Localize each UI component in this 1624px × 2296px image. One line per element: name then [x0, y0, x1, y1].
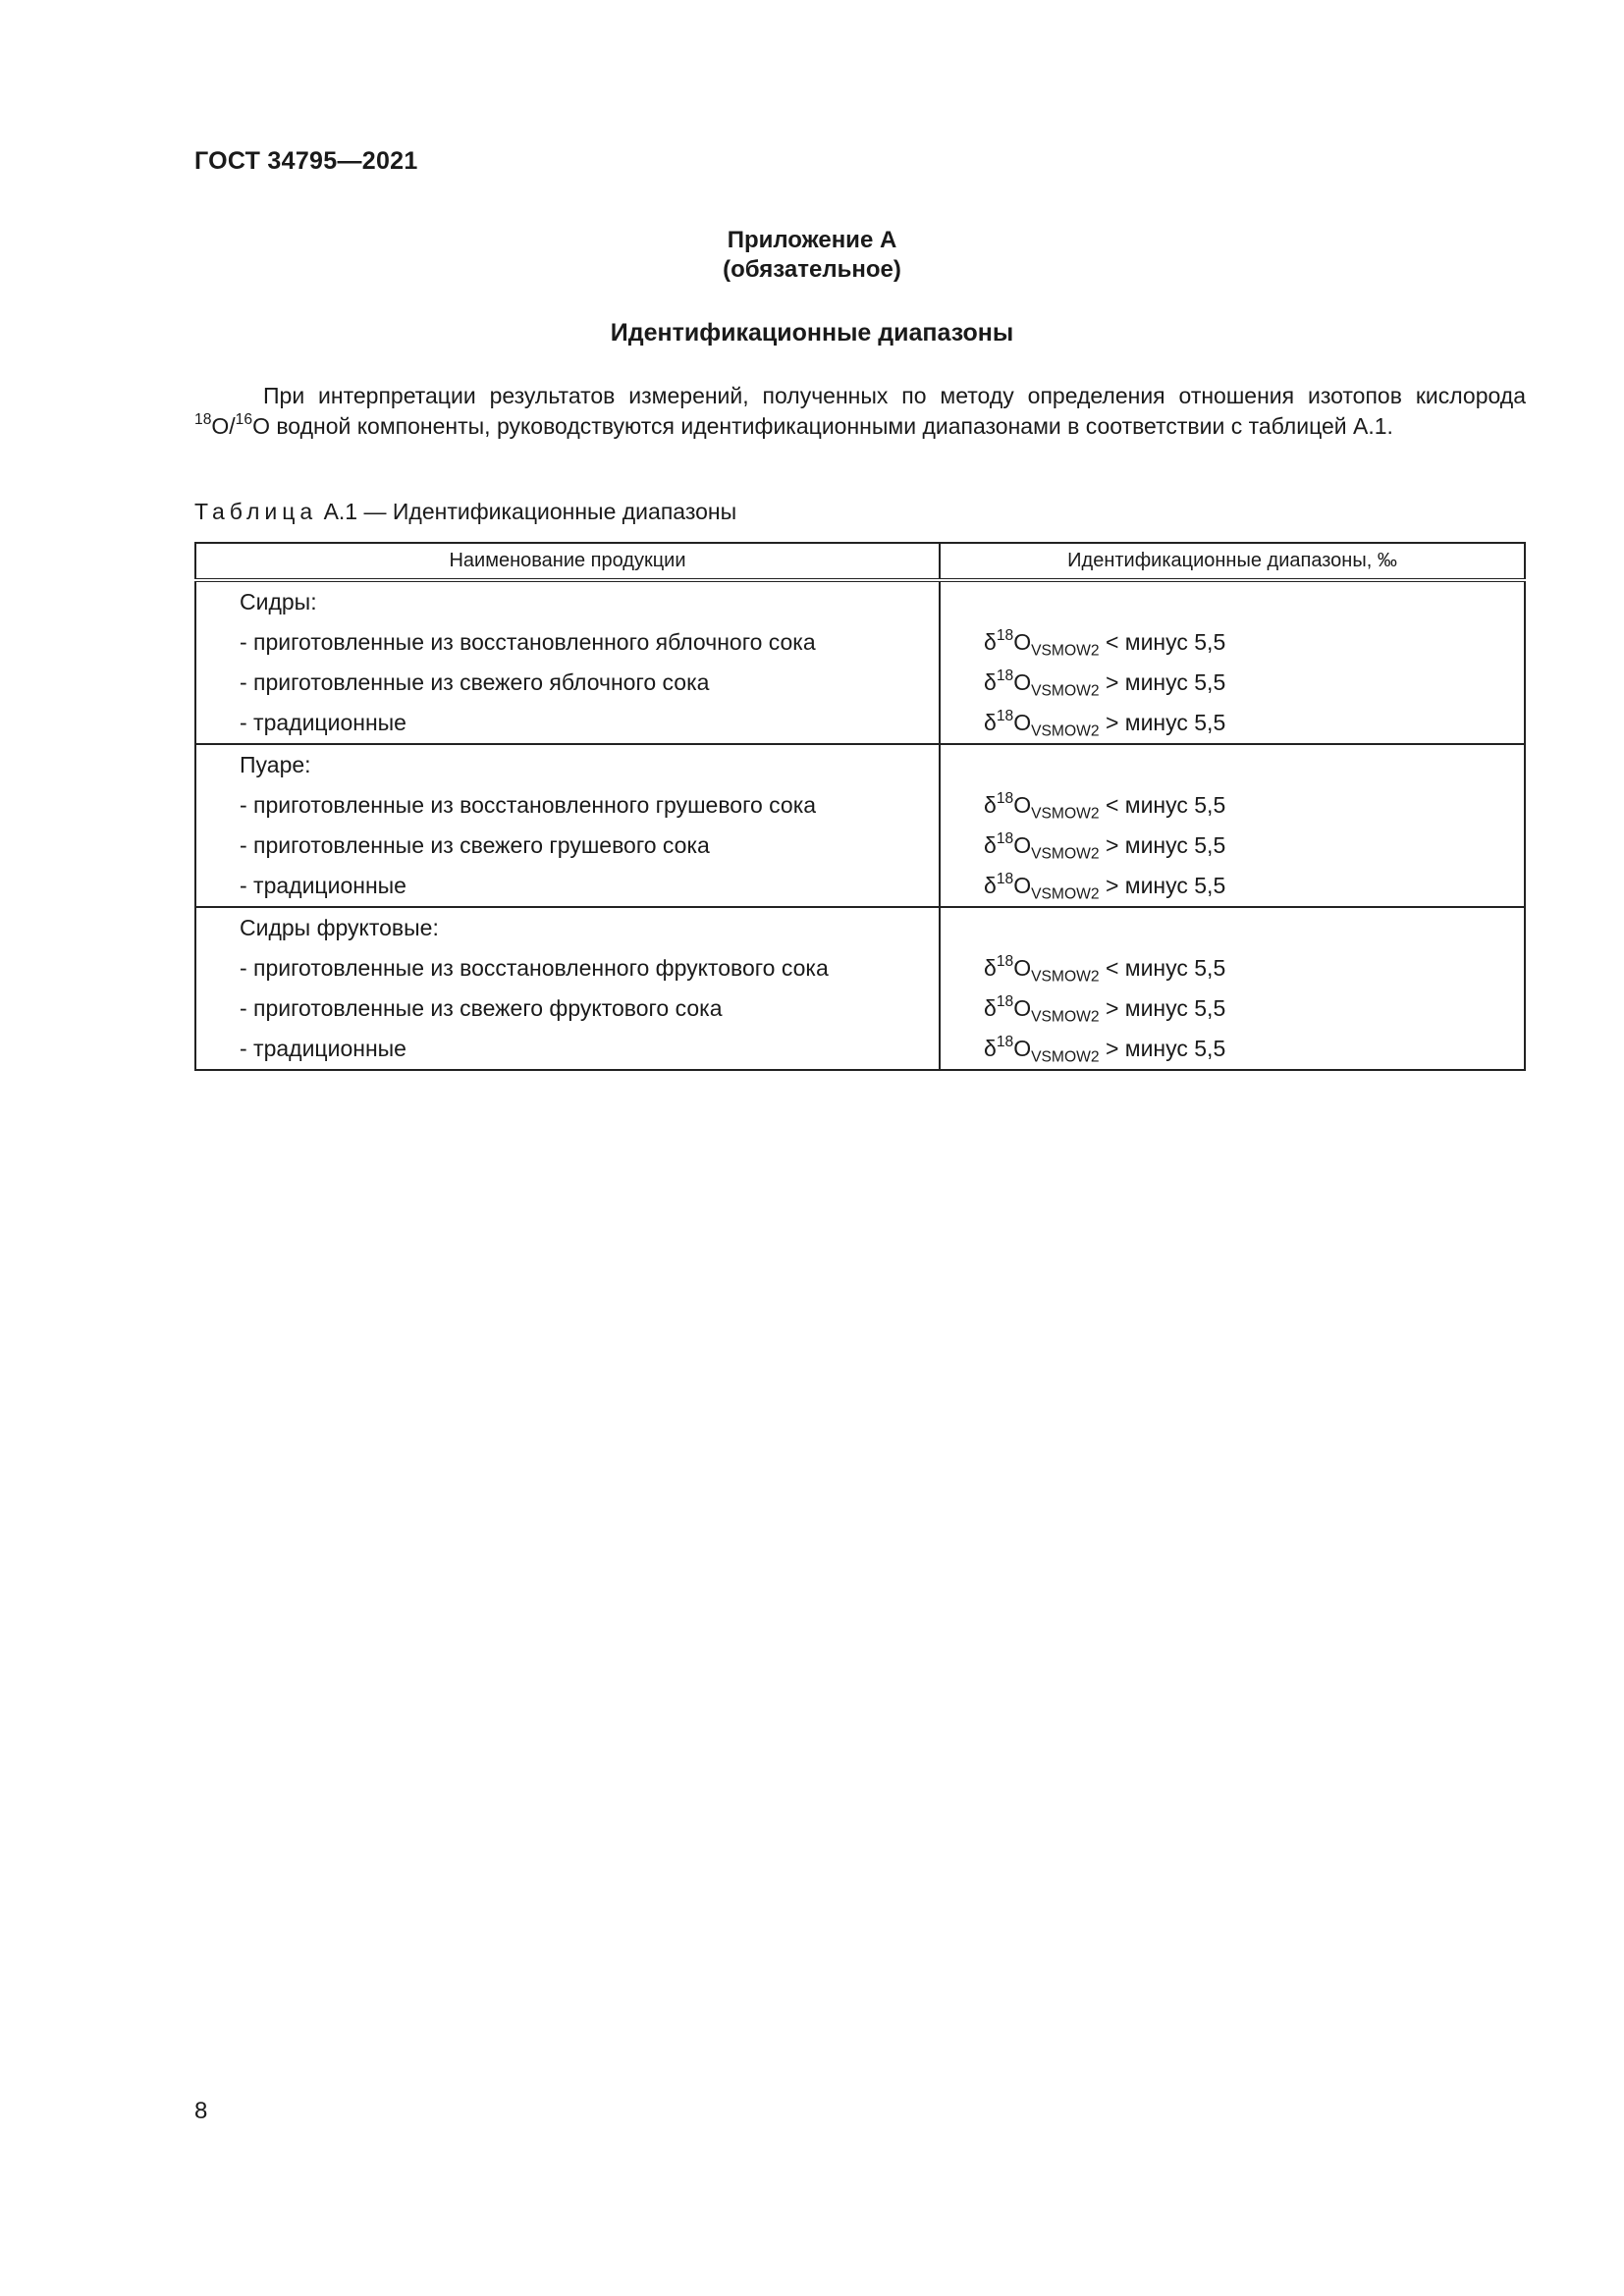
- isotope-superscript: 18: [996, 626, 1014, 644]
- intro-text-2: O/: [211, 413, 236, 439]
- range-spacer: [941, 745, 1524, 785]
- delta-symbol: δ: [984, 792, 997, 818]
- annex-heading: [0, 226, 1624, 285]
- delta-symbol: δ: [984, 710, 997, 735]
- range-value: [941, 622, 1524, 663]
- limit-value: минус 5,5: [1124, 832, 1226, 858]
- comparison-operator: >: [1105, 832, 1119, 858]
- standard-subscript: VSMOW2: [1031, 885, 1100, 903]
- product-item: - традиционные: [240, 1036, 406, 1061]
- document-code: ГОСТ 34795—2021: [194, 147, 418, 175]
- comparison-operator: <: [1105, 629, 1119, 655]
- standard-subscript: VSMOW2: [1031, 1048, 1100, 1066]
- comparison-operator: >: [1105, 873, 1119, 898]
- product-group-title: Сидры фруктовые:: [240, 915, 439, 940]
- annex-status: (обязательное): [723, 256, 901, 283]
- range-value: [941, 1029, 1524, 1069]
- intro-superscript-16: 16: [235, 410, 253, 428]
- range-value: [941, 785, 1524, 826]
- product-cell: [195, 907, 940, 1070]
- range-value: [941, 988, 1524, 1029]
- comparison-operator: >: [1105, 995, 1119, 1021]
- isotope-superscript: 18: [996, 707, 1014, 724]
- range-value: [941, 948, 1524, 988]
- header-ranges: Идентификационные диапазоны, ‰: [940, 543, 1525, 580]
- limit-value: минус 5,5: [1124, 873, 1226, 898]
- element-symbol: O: [1013, 995, 1032, 1021]
- intro-text-1: При интерпретации результатов измерений, полученных по методу определения отношения изотопов кислорода: [263, 383, 1526, 408]
- element-symbol: O: [1013, 955, 1032, 981]
- element-symbol: O: [1013, 792, 1032, 818]
- table-body: [195, 580, 1525, 1070]
- standard-subscript: VSMOW2: [1031, 968, 1100, 986]
- isotope-superscript: 18: [996, 992, 1014, 1010]
- element-symbol: O: [1013, 710, 1032, 735]
- standard-subscript: VSMOW2: [1031, 1008, 1100, 1026]
- table-caption: [194, 499, 736, 525]
- limit-value: минус 5,5: [1124, 792, 1226, 818]
- standard-subscript: VSMOW2: [1031, 682, 1100, 700]
- isotope-superscript: 18: [996, 667, 1014, 684]
- delta-symbol: δ: [984, 873, 997, 898]
- range-value: [941, 663, 1524, 703]
- product-item: - приготовленные из свежего фруктового сока: [240, 995, 723, 1021]
- annex-label: Приложение А: [727, 227, 897, 253]
- limit-value: минус 5,5: [1124, 669, 1226, 695]
- intro-paragraph: [194, 381, 1526, 442]
- product-item: - приготовленные из восстановленного яблочного сока: [240, 629, 816, 655]
- range-spacer: [941, 582, 1524, 622]
- range-value: [941, 703, 1524, 743]
- element-symbol: O: [1013, 629, 1032, 655]
- page-number: 8: [194, 2098, 208, 2124]
- intro-text-3: O водной компоненты, руководствуются идентификационными диапазонами в соответствии с таблицей А.1.: [252, 413, 1393, 439]
- table-caption-text: А.1 — Идентификационные диапазоны: [317, 499, 737, 524]
- element-symbol: O: [1013, 1036, 1032, 1061]
- table-caption-word: Таблица: [194, 499, 318, 524]
- identification-ranges-table: [194, 542, 1526, 1071]
- product-cell: [195, 580, 940, 744]
- element-symbol: O: [1013, 873, 1032, 898]
- delta-symbol: δ: [984, 832, 997, 858]
- limit-value: минус 5,5: [1124, 995, 1226, 1021]
- range-cell: [940, 580, 1525, 744]
- table-header-row: [195, 543, 1525, 580]
- standard-subscript: VSMOW2: [1031, 722, 1100, 740]
- range-cell: [940, 907, 1525, 1070]
- product-group-title: Пуаре:: [240, 752, 311, 777]
- comparison-operator: <: [1105, 955, 1119, 981]
- isotope-superscript: 18: [996, 1033, 1014, 1050]
- range-value: [941, 866, 1524, 906]
- product-group-title: Сидры:: [240, 589, 317, 614]
- comparison-operator: >: [1105, 710, 1119, 735]
- delta-symbol: δ: [984, 955, 997, 981]
- delta-symbol: δ: [984, 1036, 997, 1061]
- delta-symbol: δ: [984, 629, 997, 655]
- header-product-name: Наименование продукции: [195, 543, 940, 580]
- isotope-superscript: 18: [996, 789, 1014, 807]
- range-spacer: [941, 908, 1524, 948]
- limit-value: минус 5,5: [1124, 955, 1226, 981]
- limit-value: минус 5,5: [1124, 629, 1226, 655]
- element-symbol: O: [1013, 832, 1032, 858]
- limit-value: минус 5,5: [1124, 710, 1226, 735]
- table-row-group: [195, 580, 1525, 744]
- table-row-group: [195, 907, 1525, 1070]
- product-item: - приготовленные из восстановленного грушевого сока: [240, 792, 817, 818]
- limit-value: минус 5,5: [1124, 1036, 1226, 1061]
- standard-subscript: VSMOW2: [1031, 845, 1100, 863]
- product-cell: [195, 744, 940, 907]
- standard-subscript: VSMOW2: [1031, 805, 1100, 823]
- comparison-operator: <: [1105, 792, 1119, 818]
- delta-symbol: δ: [984, 669, 997, 695]
- range-cell: [940, 744, 1525, 907]
- isotope-superscript: 18: [996, 870, 1014, 887]
- comparison-operator: >: [1105, 669, 1119, 695]
- element-symbol: O: [1013, 669, 1032, 695]
- standard-subscript: VSMOW2: [1031, 642, 1100, 660]
- product-item: - традиционные: [240, 710, 406, 735]
- annex-title: Идентификационные диапазоны: [610, 319, 1014, 347]
- isotope-superscript: 18: [996, 952, 1014, 970]
- product-item: - традиционные: [240, 873, 406, 898]
- range-value: [941, 826, 1524, 866]
- product-item: - приготовленные из восстановленного фруктового сока: [240, 955, 829, 981]
- isotope-superscript: 18: [996, 829, 1014, 847]
- delta-symbol: δ: [984, 995, 997, 1021]
- comparison-operator: >: [1105, 1036, 1119, 1061]
- product-item: - приготовленные из свежего яблочного сока: [240, 669, 710, 695]
- intro-superscript-18: 18: [194, 410, 212, 428]
- product-item: - приготовленные из свежего грушевого сока: [240, 832, 710, 858]
- table-row-group: [195, 744, 1525, 907]
